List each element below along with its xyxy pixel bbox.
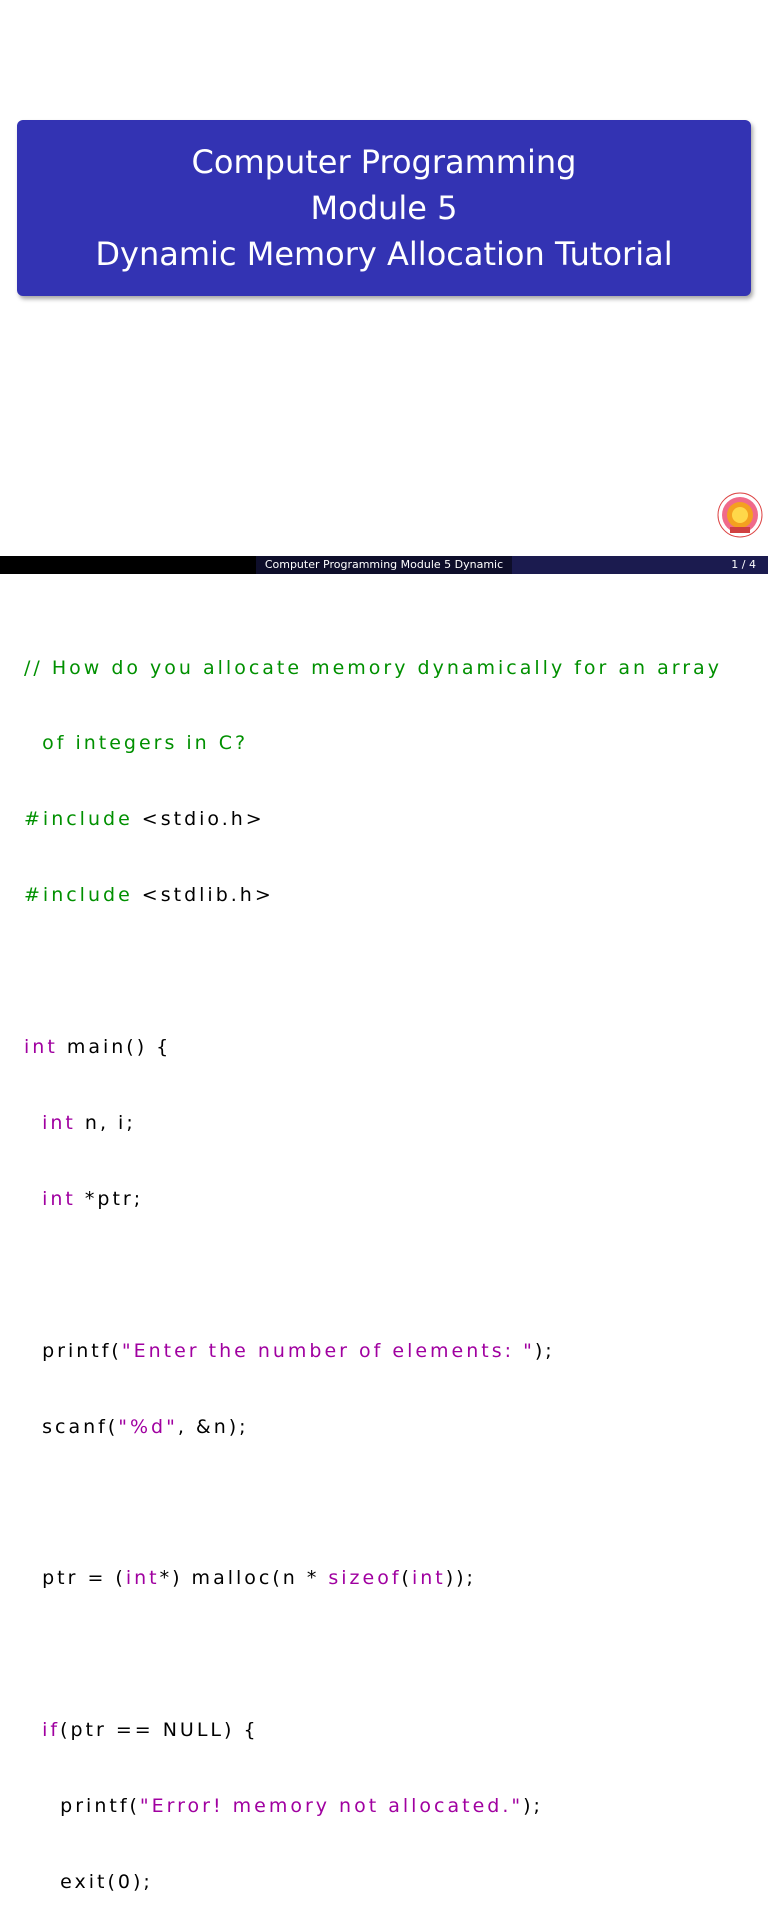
include-header: <stdlib.h> (132, 884, 274, 907)
keyword-int: int (24, 1036, 58, 1059)
page-number: 1 / 4 (512, 556, 768, 574)
footer-left-segment (0, 556, 256, 574)
declaration: *ptr; (75, 1187, 144, 1210)
keyword-sizeof: sizeof (328, 1567, 402, 1590)
statement-end: )); (445, 1567, 476, 1590)
main-signature: main() { (57, 1036, 172, 1059)
title-line-3: Dynamic Memory Allocation Tutorial (95, 235, 673, 273)
declaration: n, i; (75, 1111, 136, 1134)
if-condition: (ptr == NULL) { (60, 1719, 259, 1742)
keyword-int: int (42, 1111, 76, 1134)
printf-call: printf( (42, 1339, 122, 1362)
statement-end: ); (523, 1794, 543, 1817)
string-literal: "%d" (118, 1415, 178, 1438)
exit-call: exit(0); (60, 1870, 153, 1893)
include-directive: #include (24, 808, 133, 831)
malloc-call: *) malloc(n * (159, 1567, 329, 1590)
paren: ( (401, 1567, 412, 1590)
keyword-int: int (125, 1567, 160, 1590)
include-directive: #include (24, 884, 133, 907)
keyword-int: int (42, 1187, 76, 1210)
title-line-2: Module 5 (310, 189, 458, 227)
string-literal: "Error! memory not allocated." (139, 1794, 524, 1817)
string-literal: "Enter the number of elements: " (121, 1339, 535, 1362)
statement-end: , &n); (177, 1415, 249, 1438)
printf-call: printf( (60, 1794, 140, 1817)
footer-title: Computer Programming Module 5 Dynamic (256, 556, 512, 574)
footer-bar (0, 556, 768, 574)
include-header: <stdio.h> (132, 808, 265, 831)
malloc-assign: ptr = ( (42, 1567, 126, 1590)
keyword-int: int (411, 1567, 446, 1590)
institute-logo-icon (716, 491, 764, 539)
scanf-call: scanf( (42, 1415, 119, 1438)
code-comment: // How do you allocate memory dynamically for an array (24, 656, 722, 679)
keyword-if: if (42, 1719, 61, 1742)
title-block (17, 120, 751, 296)
statement-end: ); (534, 1339, 555, 1362)
code-comment-cont: of integers in C? (42, 732, 249, 755)
title-line-1: Computer Programming (191, 143, 577, 181)
code-listing (24, 605, 764, 1920)
